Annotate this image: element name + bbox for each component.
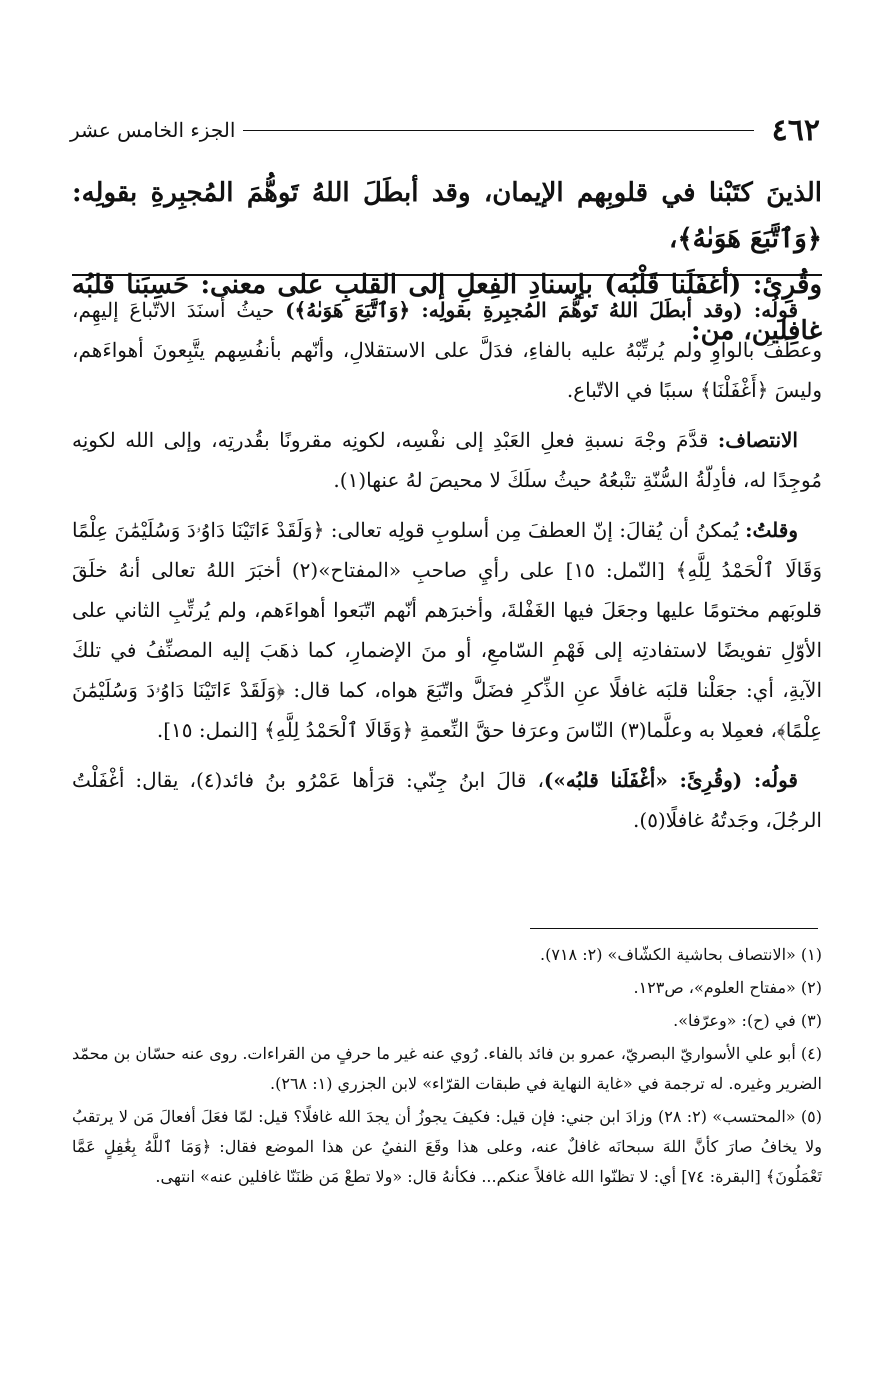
- commentary-lead: قولُه: (وقُرِئَ: «أغْفَلَنا قلبُه»): [543, 768, 798, 792]
- commentary-lead: وقلتُ:: [745, 518, 798, 542]
- commentary-paragraph: [72, 760, 822, 840]
- commentary-lead: قولُه: (وقد أبطَلَ اللهُ تَوهُّمَ المُجبِرةِ بقولِه: ﴿وَٱتَّبَعَ هَوَىٰهُ﴾): [285, 298, 798, 322]
- commentary-body: ، قالَ ابنُ جِنّي: قرَأها عَمْرُو بنُ فائد(٤)، يقال: أغْفَلْتُ الرجُلَ، وجَدتُهُ غافلًا(٥).: [72, 768, 822, 832]
- commentary-body: يُمكنُ أن يُقالَ: إنّ العطفَ مِن أسلوبِ قولِه تعالى: ﴿وَلَقَدْ ءَاتَيْنَا دَاوُۥدَ وَسُلَيْمَٰنَ عِلْمًا وَقَالَا ٱلْحَمْدُ لِلَّهِ﴾ [النّمل: ١٥] على رأيِ صاحبِ «المفتاح»(٢) أخبَرَ اللهُ تعالى أنهُ خلَقَ قلوبَهم مختومًا عليها وجعَلَ فيها الغَفْلةَ، وأخبرَهم أنّهم اتّبَعوا أهواءَهم، ولم يُرتِّبِ الثاني على الأوّلِ تفويضًا لاستفادتِه إلى فَهْمِ السّامعِ، أو منَ الإضمارِ، كما ذهَبَ إليه المصنِّفُ في تلكَ الآيةِ، أي: جعَلْنا قلبَه غافلًا عنِ الذِّكرِ فضَلَّ واتّبَعَ هواه، كما قال: ﴿وَلَقَدْ ءَاتَيْنَا دَاوُۥدَ وَسُلَيْمَٰنَ عِلْمًا﴾، فعمِلا به وعلَّما(٣) النّاسَ وعرَفا حقَّ النِّعمةِ ﴿وَقَالَا ٱلْحَمْدُ لِلَّهِ﴾ [النمل: ١٥].: [72, 518, 822, 742]
- commentary-paragraph: [72, 510, 822, 750]
- footnotes: [72, 940, 822, 1195]
- commentary: [72, 290, 822, 850]
- commentary-body: حيثُ أسنَدَ الاتّباعَ إليهِم، وعطَفَ بالواوِ ولم يُرتِّبْهُ عليه بالفاءِ، فدَلَّ على الاستقلالِ، وأنّهم بأنفُسِهم يتَّبِعونَ أهواءَهم، وليسَ ﴿أَغْفَلْنَا﴾ سببًا في الاتّباع.: [72, 298, 822, 402]
- commentary-lead: الانتصاف:: [717, 428, 798, 452]
- main-line-1: الذينَ كتَبْنا في قلوبِهم الإيمان، وقد أبطَلَ اللهُ تَوهُّمَ المُجبِرةِ بقولِه: ﴿وَٱتَّبَعَ هَوَىٰهُ﴾،: [72, 178, 822, 254]
- header-rule: [243, 130, 753, 131]
- page-number: ٤٦٢: [771, 112, 820, 148]
- footnote-1: (١) «الانتصاف بحاشية الكشّاف» (٢: ٧١٨).: [540, 945, 822, 964]
- commentary-paragraph: [72, 420, 822, 500]
- running-header: [70, 112, 820, 148]
- main-text-rule: [72, 274, 822, 276]
- footnote-rule: [530, 928, 818, 929]
- volume-title: الجزء الخامس عشر: [70, 118, 236, 142]
- footnote-3: (٣) في (ح): «وعرّفا».: [673, 1011, 822, 1030]
- commentary-body: قدَّمَ وجْهَ نسبةِ فعلِ العَبْدِ إلى نفْسِه، لكونِه مقرونًا بقُدرتِه، وإلى الله لكونِه مُوجِدًا له، فأدِلّةُ السُّنّةِ تتْبعُهُ حيثُ سلَكَ لا محيصَ لهُ عنها(١).: [72, 428, 822, 492]
- main-line-2: وقُرِئ: (أغفَلَنا قَلْبُه) بإسنادِ الفِعلِ إلى القلبِ على معنى: حَسِبَنا قلبُه غافِلين، من:: [72, 270, 822, 346]
- footnote-5: (٥) «المحتسب» (٢: ٢٨) وزادَ ابن جني: فإن قيل: فكيفَ يجوزُ أن يجدَ الله غافلًا؟ قيل: لمّا فعَلَ أفعالَ مَن لا يرتقبُ ولا يخافُ صارَ كأنَّ اللهَ سبحانَه غافلٌ عنه، وعلى هذا وقَعَ النفيُ عن هذا الموضع فقال: ﴿وَمَا ٱللَّهُ بِغَٰفِلٍ عَمَّا تَعْمَلُونَ﴾ [البقرة: ٧٤] أي: لا تظنّوا الله غافلاً عنكم... فكأنهُ قال: «ولا تطعْ مَن ظنَنّا غافلين عنه» انتهى.: [72, 1107, 822, 1186]
- footnote-4: (٤) أبو علي الأسواريّ البصريّ، عمرو بن فائد بالفاء. رُوي عنه غير ما حرفٍ من القراءات. روى عنه حسّان بن محمّد الضرير وغيره. له ترجمة في «غاية النهاية في طبقات القرّاء» لابن الجزري (١: ٢٦٨).: [72, 1044, 822, 1093]
- commentary-paragraph: [72, 290, 822, 410]
- footnote-2: (٢) «مفتاح العلوم»، ص١٢٣.: [633, 978, 822, 997]
